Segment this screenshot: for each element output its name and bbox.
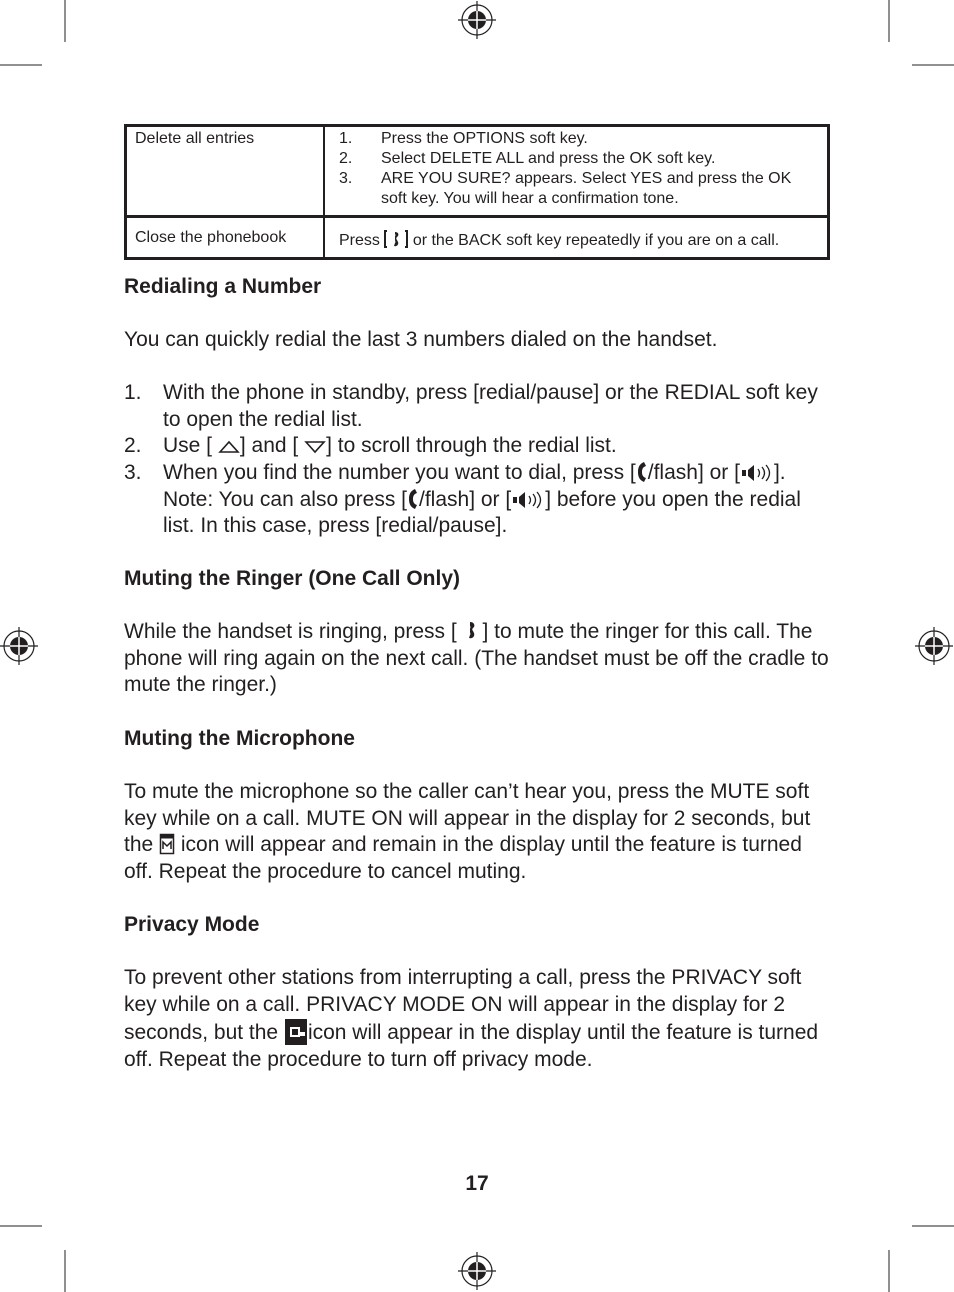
list-item: 3. ARE YOU SURE? appears. Select YES and press the OK soft key. You will hear a confirmation tone.: [339, 170, 792, 207]
table-divider: [127, 215, 827, 218]
paragraph: While the handset is ringing, press [ ] to mute the ringer for this call. The phone will ring again on the next call. (The handset must be off the cradle to mute the ringer.): [124, 620, 829, 697]
end-call-icon: [384, 229, 408, 249]
list-item: 1. With the phone in standby, press [redial/pause] or the REDIAL soft key to open the redial list.: [124, 381, 818, 431]
end-call-icon: [463, 620, 483, 642]
up-arrow-icon: [218, 438, 240, 456]
delete-steps: [339, 129, 819, 209]
talk-icon: [407, 488, 419, 510]
talk-icon: [636, 461, 648, 483]
paragraph: You can quickly redial the last 3 numbers dialed on the handset.: [124, 328, 718, 351]
registration-mark-icon: [0, 627, 38, 665]
privacy-icon: [284, 1018, 308, 1046]
section-heading: Privacy Mode: [124, 913, 260, 936]
table-row-label: Close the phonebook: [135, 229, 287, 246]
list-item: 1. Press the OPTIONS soft key.: [339, 130, 588, 147]
table-row-label: Delete all entries: [135, 130, 255, 147]
close-phonebook-instruction: Press or the BACK soft key repeatedly if you are on a call.: [339, 229, 779, 251]
section-heading: Muting the Microphone: [124, 727, 355, 750]
phonebook-table: [124, 124, 830, 260]
registration-mark-icon: [458, 1252, 496, 1290]
paragraph: To mute the microphone so the caller can’t hear you, press the MUTE soft key while on a call. MUTE ON will appear in the display for 2 seconds, but the icon will appear and remain in the display until the feature is turned off. Repeat the procedure to cancel muting.: [124, 780, 811, 884]
speaker-icon: [511, 490, 545, 510]
list-item: 3. When you find the number you want to dial, press [ /flash] or [ ]. Note: You can also press [ /flash] or [ ] before you open the redial list. In this case, press [redial/pause].: [124, 461, 801, 538]
paragraph: To prevent other stations from interrupting a call, press the PRIVACY soft key while on a call. PRIVACY MODE ON will appear in the display for 2 seconds, but the icon will appear in the display until the feature is turned off. Repeat the procedure to turn off privacy mode.: [124, 966, 819, 1072]
registration-mark-icon: [458, 1, 496, 39]
section-heading: Redialing a Number: [124, 275, 322, 298]
list-item: 2. Use [ ] and [ ] to scroll through the redial list.: [124, 434, 617, 457]
table-divider: [323, 127, 325, 257]
speaker-icon: [740, 463, 774, 483]
down-arrow-icon: [304, 438, 326, 456]
list-item: 2. Select DELETE ALL and press the OK soft key.: [339, 150, 716, 167]
page-number: 17: [465, 1172, 489, 1195]
registration-mark-icon: [915, 627, 953, 665]
section-heading: Muting the Ringer (One Call Only): [124, 567, 460, 590]
mute-icon: [159, 833, 175, 855]
